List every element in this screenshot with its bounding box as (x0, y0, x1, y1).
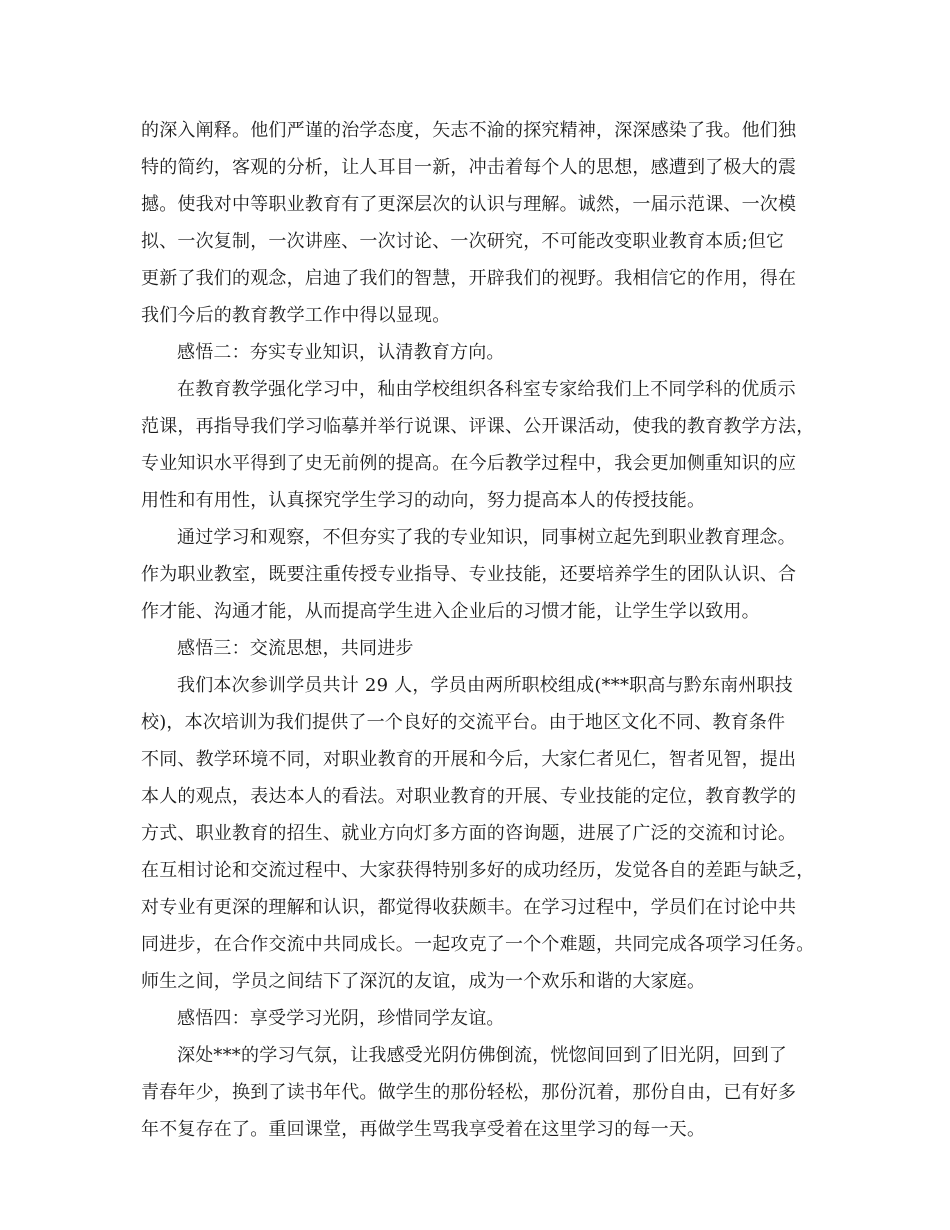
section-heading: 感悟二：夯实专业知识，认清教育方向。 (177, 342, 505, 363)
text-line: 本人的观点，表达本人的看法。对职业教育的开展、专业技能的定位，教育教学的 (141, 786, 797, 807)
text-line: 年不复存在了。重回课堂，再做学生骂我享受着在这里学习的每一天。 (141, 1119, 706, 1140)
section-heading: 感悟四：享受学习光阴，珍惜同学友谊。 (177, 1008, 505, 1029)
text-line: 青春年少，换到了读书年代。做学生的那份轻松，那份沉着，那份自由，已有好多 (141, 1082, 797, 1103)
text-line: 在教育教学强化学习中，秈由学校组织各科室专家给我们上不同学科的优质示 (177, 379, 796, 400)
section-heading: 感悟三：交流思想，共同进步 (177, 638, 414, 659)
text-line: 方式、职业教育的招生、就业方向灯多方面的咨询题，进展了广泛的交流和讨论。 (141, 823, 797, 844)
text-line: 我们本次参训学员共计 29 人，学员由两所职校组成(***职高与黔东南州职技 (177, 675, 793, 696)
text-line: 用性和有用性，认真探究学生学习的动向，努力提高本人的传授技能。 (141, 490, 706, 511)
document-body (141, 112, 829, 1148)
text-line: 不同、教学环境不同，对职业教育的开展和今后，大家仁者见仁，智者见智，提出 (141, 749, 797, 770)
text-line: 在互相讨论和交流过程中、大家获得特别多好的成功经历，发觉各自的差距与缺乏， (141, 860, 815, 881)
text-line: 对专业有更深的理解和认识，都觉得收获颇丰。在学习过程中，学员们在讨论中共 (141, 897, 797, 918)
text-line: 我们今后的教育教学工作中得以显现。 (141, 305, 451, 326)
text-line: 校)，本次培训为我们提供了一个良好的交流平台。由于地区文化不同、教育条件 (141, 712, 786, 733)
text-line: 特的简约，客观的分析，让人耳目一新，冲击着每个人的思想，感遭到了极大的震 (141, 157, 797, 178)
text-line: 更新了我们的观念，启迪了我们的智慧，开辟我们的视野。我相信它的作用，得在 (141, 268, 797, 289)
text-line: 拟、一次复制，一次讲座、一次讨论、一次研究，不可能改变职业教育本质;但它 (141, 231, 785, 252)
text-line: 通过学习和观察，不但夯实了我的专业知识，同事树立起先到职业教育理念。 (177, 527, 796, 548)
text-line: 撼。使我对中等职业教育有了更深层次的认识与理解。诚然，一届示范课、一次模 (141, 194, 797, 215)
text-line: 深处***的学习气氛，让我感受光阴仿佛倒流，恍惚间回到了旧光阴，回到了 (177, 1045, 787, 1066)
text-line: 范课，再指导我们学习临摹并举行说课、评课、公开课活动，使我的教育教学方法， (141, 416, 815, 437)
text-line: 同进步，在合作交流中共同成长。一起攻克了一个个难题，共同完成各项学习任务。 (141, 934, 815, 955)
text-line: 专业知识水平得到了史无前例的提高。在今后教学过程中，我会更加侧重知识的应 (141, 453, 797, 474)
text-line: 师生之间，学员之间结下了深沉的友谊，成为一个欢乐和谐的大家庭。 (141, 971, 706, 992)
text-line: 的深入阐释。他们严谨的治学态度，矢志不渝的探究精神，深深感染了我。他们独 (141, 120, 797, 141)
text-line: 作才能、沟通才能，从而提高学生进入企业后的习惯才能，让学生学以致用。 (141, 601, 760, 622)
text-line: 作为职业教室，既要注重传授专业指导、专业技能，还要培养学生的团队认识、合 (141, 564, 797, 585)
